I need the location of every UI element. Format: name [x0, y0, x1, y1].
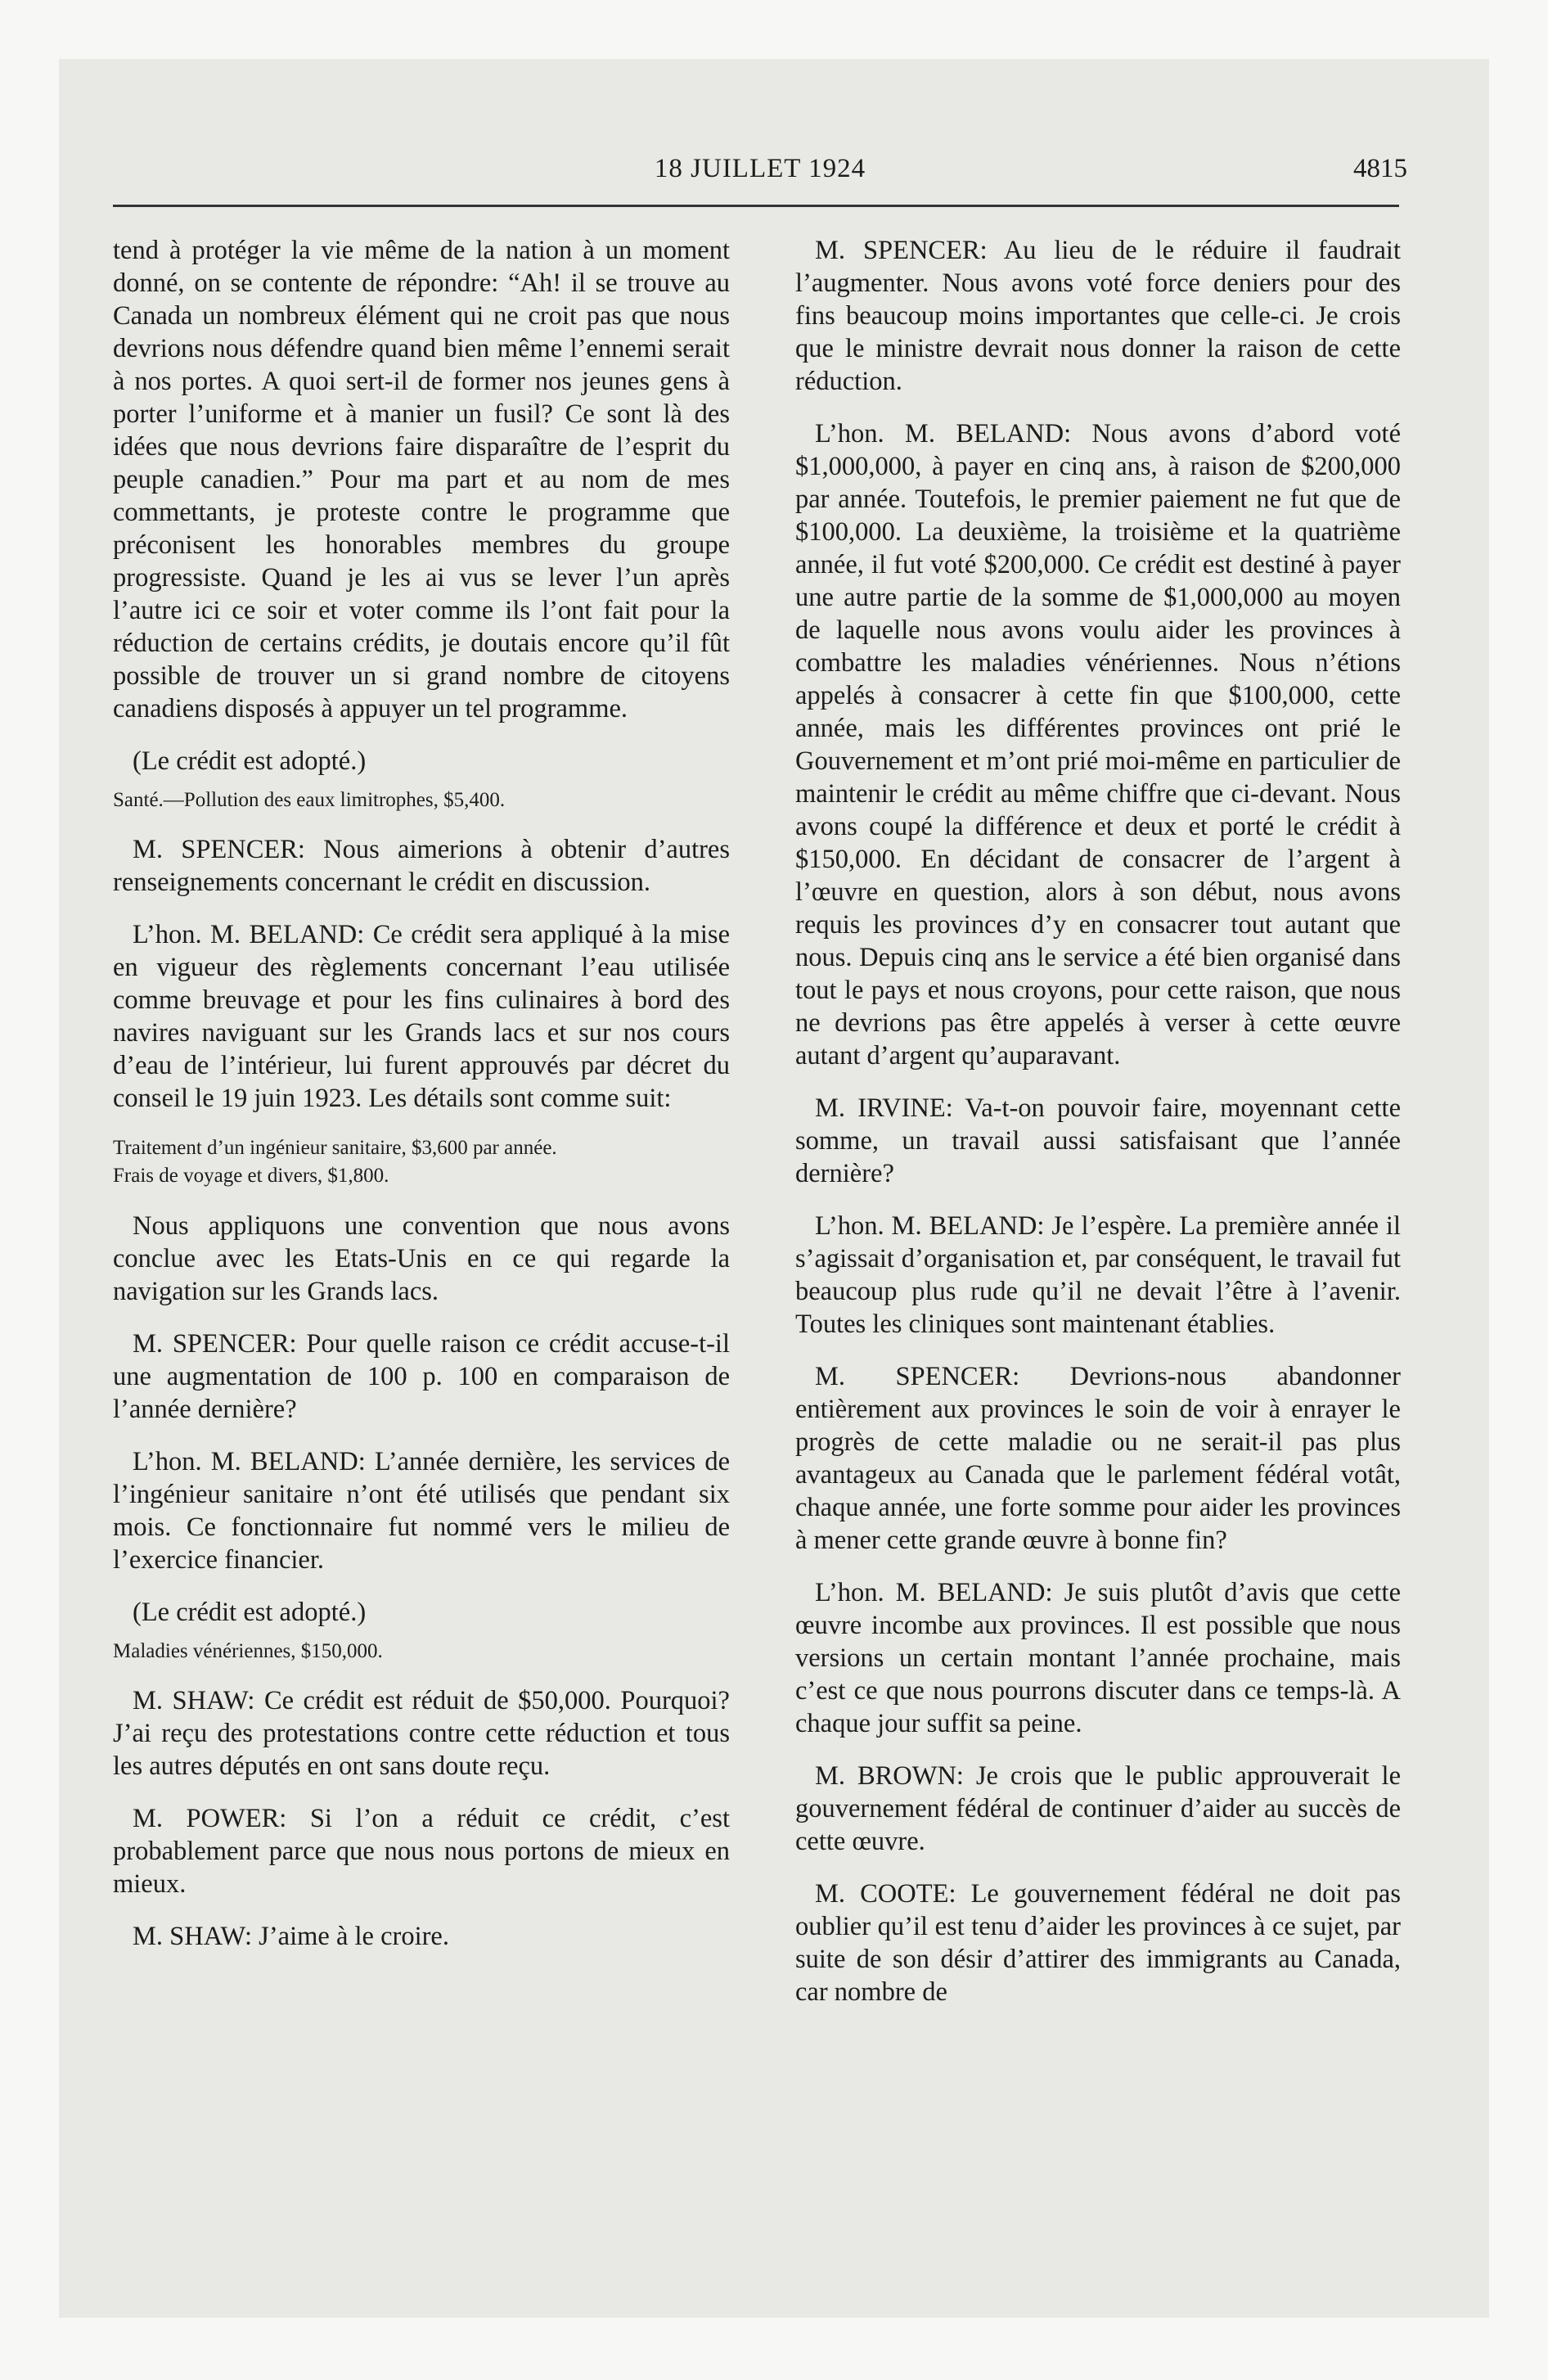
speech-paragraph: L’hon. M. BELAND: L’année dernière, les services de l’ingénieur sanitaire n’ont été utilisés que pendant six mois. Ce fonctionnaire fut nommé vers le milieu de l’exercice financier.	[113, 1447, 730, 1575]
speech-paragraph: L’hon. M. BELAND: Ce crédit sera appliqué à la mise en vigueur des règlements concernant l’eau utilisée comme breuvage et pour les fins culinaires à bord des navires naviguant sur les Grands lacs et sur nos cours d’eau de l’intérieur, lui furent approuvés par décret du conseil le 19 juin 1923. Les détails sont comme suit:	[113, 920, 730, 1113]
page-date-title: 18 JUILLET 1924	[654, 154, 866, 183]
speech-paragraph: M. IRVINE: Va-t-on pouvoir faire, moyennant cette somme, un travail aussi satisfaisant que l’année dernière?	[795, 1093, 1401, 1188]
speech-paragraph: M. SPENCER: Nous aimerions à obtenir d’autres renseignements concernant le crédit en discussion.	[113, 835, 730, 897]
speech-paragraph: M. COOTE: Le gouvernement fédéral ne doit pas oublier qu’il est tenu d’aider les provinces à ce sujet, par suite de son désir d’attirer des immigrants au Canada, car nombre de	[795, 1879, 1401, 2007]
speech-paragraph: M. POWER: Si l’on a réduit ce crédit, c’est probablement parce que nous nous portons de mieux en mieux.	[113, 1804, 730, 1899]
speech-paragraph: L’hon. M. BELAND: Nous avons d’abord voté $1,000,000, à payer en cinq ans, à raison de $200,000 par année. Toutefois, le premier paiement ne fut que de $100,000. La deuxième, la troisième et la quatrième année, il fut voté $200,000. Ce crédit est destiné à payer une autre partie de la somme de $1,000,000 au moyen de laquelle nous avons voulu aider les provinces à combattre les maladies vénériennes. Nous n’étions appelés à consacrer à cette fin que $100,000, cette année, mais les différentes provinces ont prié le Gouvernement et m’ont prié moi-même en particulier de maintenir le crédit au même chiffre que ci-devant. Nous avons coupé la différence et deux et porté le crédit à $150,000. En décidant de consacrer de l’argent à l’œuvre en question, alors à son début, nous avons requis les provinces d’y en consacrer tout autant que nous. Depuis cinq ans le service a été bien organisé dans tout le pays et nous croyons, pour cette raison, que nous ne devrions pas être appelés à verser à cette œuvre autant d’argent qu’auparavant.	[795, 419, 1401, 1071]
speech-paragraph: M. SHAW: Ce crédit est réduit de $50,000. Pourquoi? J’ai reçu des protestations contre cette réduction et tous les autres députés en ont sans doute reçu.	[113, 1686, 730, 1781]
vote-item: Santé.—Pollution des eaux limitrophes, $5,400.	[113, 789, 506, 811]
header-rule	[113, 205, 1399, 207]
expense-line: Traitement d’un ingénieur sanitaire, $3,600 par année.	[113, 1137, 557, 1159]
paragraph: tend à protéger la vie même de la nation à un moment donné, on se contente de répondre: “Ah! il se trouve au Canada un nombreux élément qui ne croit pas que nous devrions nous défendre quand bien même l’ennemi serait à nos portes. A quoi sert-il de former nos jeunes gens à porter l’uniforme et à manier un fusil? Ce sont là des idées que nous devrions faire disparaître de l’esprit du peuple canadien.” Pour ma part et au nom de mes commettants, je proteste contre le programme que préconisent les honorables membres du groupe progressiste. Quand je les ai vus se lever l’un après l’autre ici ce soir et voter comme ils l’ont fait pour la réduction de certains crédits, je doutais encore qu’il fût possible de trouver un si grand nombre de citoyens canadiens disposés à appuyer un tel programme.	[113, 236, 730, 723]
expense-items	[113, 1134, 730, 1190]
speech-paragraph: L’hon. M. BELAND: Je l’espère. La première année il s’agissait d’organisation et, par conséquent, le travail fut beaucoup plus rude qu’il ne devait l’être à l’avenir. Toutes les cliniques sont maintenant établies.	[795, 1211, 1401, 1339]
speech-paragraph: M. SPENCER: Devrions-nous abandonner entièrement aux provinces le soin de voir à enrayer le progrès de cette maladie ou ne serait-il pas plus avantageux au Canada que le parlement fédéral votât, chaque année, une forte somme pour aider les provinces à mener cette grande œuvre à bonne fin?	[795, 1362, 1401, 1555]
motion-adopted: (Le crédit est adopté.)	[133, 1598, 367, 1627]
left-column	[113, 234, 730, 1972]
speech-paragraph: M. SHAW: J’aime à le croire.	[133, 1922, 449, 1951]
paragraph: Nous appliquons une convention que nous avons conclue avec les Etats-Unis en ce qui regarde la navigation sur les Grands lacs.	[113, 1211, 730, 1306]
page-number: 4815	[1353, 154, 1407, 183]
speech-paragraph: M. SPENCER: Pour quelle raison ce crédit accuse-t-il une augmentation de 100 p. 100 en comparaison de l’année dernière?	[113, 1329, 730, 1424]
speech-paragraph: M. SPENCER: Au lieu de le réduire il faudrait l’augmenter. Nous avons voté force deniers pour des fins beaucoup moins importantes que celle-ci. Je crois que le ministre devrait nous donner la raison de cette réduction.	[795, 236, 1401, 396]
expense-line: Frais de voyage et divers, $1,800.	[113, 1165, 389, 1187]
right-column	[795, 234, 1401, 2028]
motion-adopted: (Le crédit est adopté.)	[133, 746, 367, 776]
page-header	[113, 154, 1407, 200]
speech-paragraph: L’hon. M. BELAND: Je suis plutôt d’avis que cette œuvre incombe aux provinces. Il est possible que nous versions un certain montant l’année prochaine, mais c’est ce que nous pourrons discuter dans ce temps-là. A chaque jour suffit sa peine.	[795, 1578, 1401, 1738]
vote-item: Maladies vénériennes, $150,000.	[113, 1640, 383, 1662]
speech-paragraph: M. BROWN: Je crois que le public approuverait le gouvernement fédéral de continuer d’aider au succès de cette œuvre.	[795, 1761, 1401, 1856]
